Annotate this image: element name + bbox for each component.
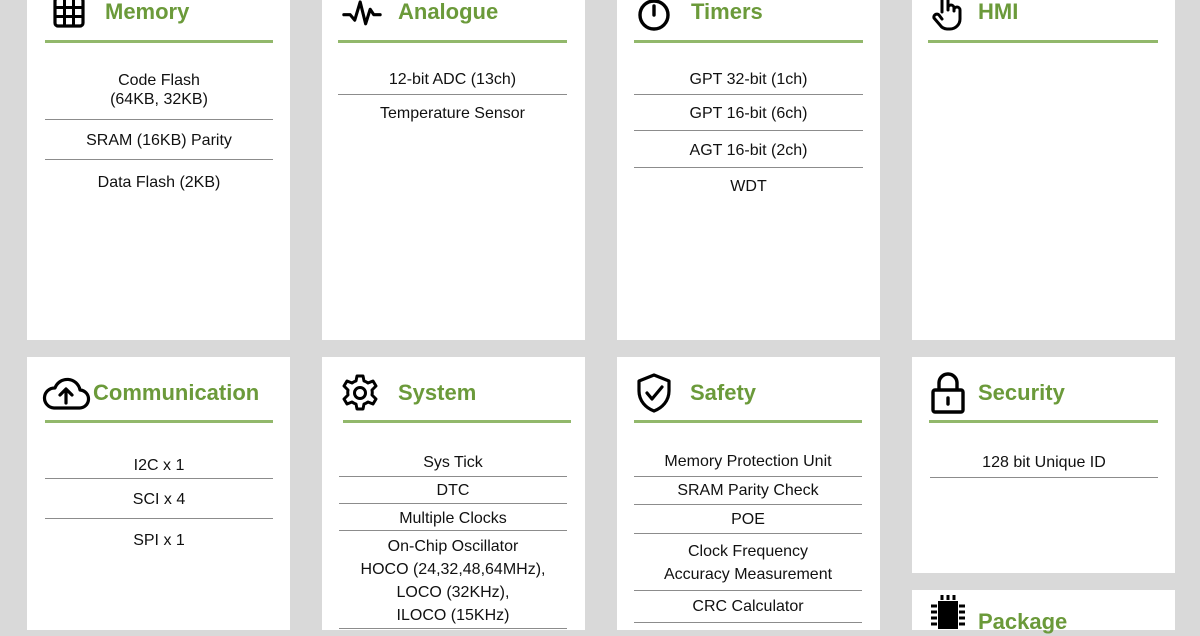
- list-item: DTC: [339, 477, 567, 504]
- system-rule: [343, 420, 571, 423]
- list-item: I2C x 1: [45, 454, 273, 479]
- system-title: System: [398, 380, 477, 405]
- communication-list: [45, 454, 273, 549]
- list-item: On-Chip Oscillator HOCO (24,32,48,64MHz), LOCO (32KHz), ILOCO (15KHz): [339, 531, 567, 629]
- security-card: [912, 357, 1175, 573]
- memory-header: [27, 0, 290, 32]
- analogue-title: Analogue: [398, 0, 499, 24]
- communication-title: Communication: [93, 380, 260, 405]
- memory-title: Memory: [105, 0, 190, 24]
- package-card: [912, 590, 1175, 634]
- cloud-upload-icon: [41, 373, 91, 413]
- hmi-card: [912, 0, 1175, 340]
- list-item: WDT: [730, 178, 767, 195]
- analogue-card: [322, 0, 585, 340]
- list-item: Code Flash (64KB, 32KB): [45, 68, 273, 120]
- padlock-icon: [928, 373, 968, 413]
- list-item: 12-bit ADC (13ch): [338, 68, 567, 95]
- list-item: GPT 16-bit (6ch): [634, 95, 863, 131]
- list-item: Data Flash (2KB): [97, 174, 221, 191]
- list-item: SPI x 1: [133, 532, 185, 549]
- security-rule: [929, 420, 1158, 423]
- gear-icon: [340, 373, 380, 413]
- package-title: Package: [978, 609, 1068, 634]
- list-item: Clock Frequency Accuracy Measurement: [634, 534, 862, 591]
- grid-icon: [49, 0, 89, 32]
- system-header: [322, 373, 585, 413]
- list-item: Sys Tick: [339, 452, 567, 477]
- list-item: SRAM (16KB) Parity: [45, 120, 273, 160]
- communication-header: [27, 373, 290, 413]
- list-item: Memory Protection Unit: [634, 451, 862, 477]
- memory-card: [27, 0, 290, 340]
- communication-card: [27, 357, 290, 630]
- system-card: [322, 357, 585, 630]
- waveform-icon: [342, 0, 382, 32]
- chip-icon: [928, 594, 968, 634]
- system-list: [339, 452, 567, 629]
- safety-card: [617, 357, 880, 630]
- security-title: Security: [978, 380, 1065, 405]
- timers-title: Timers: [691, 0, 763, 24]
- list-item: Temperature Sensor: [380, 105, 525, 122]
- memory-rule: [45, 40, 273, 43]
- hmi-rule: [928, 40, 1158, 43]
- list-item: 128 bit Unique ID: [930, 452, 1158, 478]
- safety-rule: [634, 420, 862, 423]
- list-item: GPT 32-bit (1ch): [634, 68, 863, 95]
- list-item: SRAM Parity Check: [634, 477, 862, 505]
- timers-list: [634, 68, 863, 200]
- analogue-rule: [338, 40, 567, 43]
- touch-hand-icon: [928, 0, 968, 32]
- safety-header: [617, 373, 880, 413]
- security-header: [912, 373, 1175, 413]
- safety-title: Safety: [690, 380, 757, 405]
- communication-rule: [45, 420, 273, 423]
- timers-rule: [634, 40, 863, 43]
- hmi-header: [912, 0, 1175, 32]
- list-item: CRC Calculator: [634, 591, 862, 623]
- memory-list: [45, 68, 273, 200]
- security-list: [930, 452, 1158, 478]
- list-item: SCI x 4: [45, 479, 273, 519]
- hmi-title: HMI: [978, 0, 1019, 24]
- shield-check-icon: [634, 373, 674, 413]
- timers-header: [617, 0, 880, 32]
- stopwatch-icon: [634, 0, 674, 32]
- list-item: POE: [634, 505, 862, 534]
- package-header: [912, 594, 1175, 634]
- analogue-header: [322, 0, 585, 32]
- list-item: Multiple Clocks: [339, 504, 567, 531]
- list-item: AGT 16-bit (2ch): [634, 131, 863, 168]
- analogue-list: [338, 68, 567, 127]
- timers-card: [617, 0, 880, 340]
- safety-list: [634, 451, 862, 623]
